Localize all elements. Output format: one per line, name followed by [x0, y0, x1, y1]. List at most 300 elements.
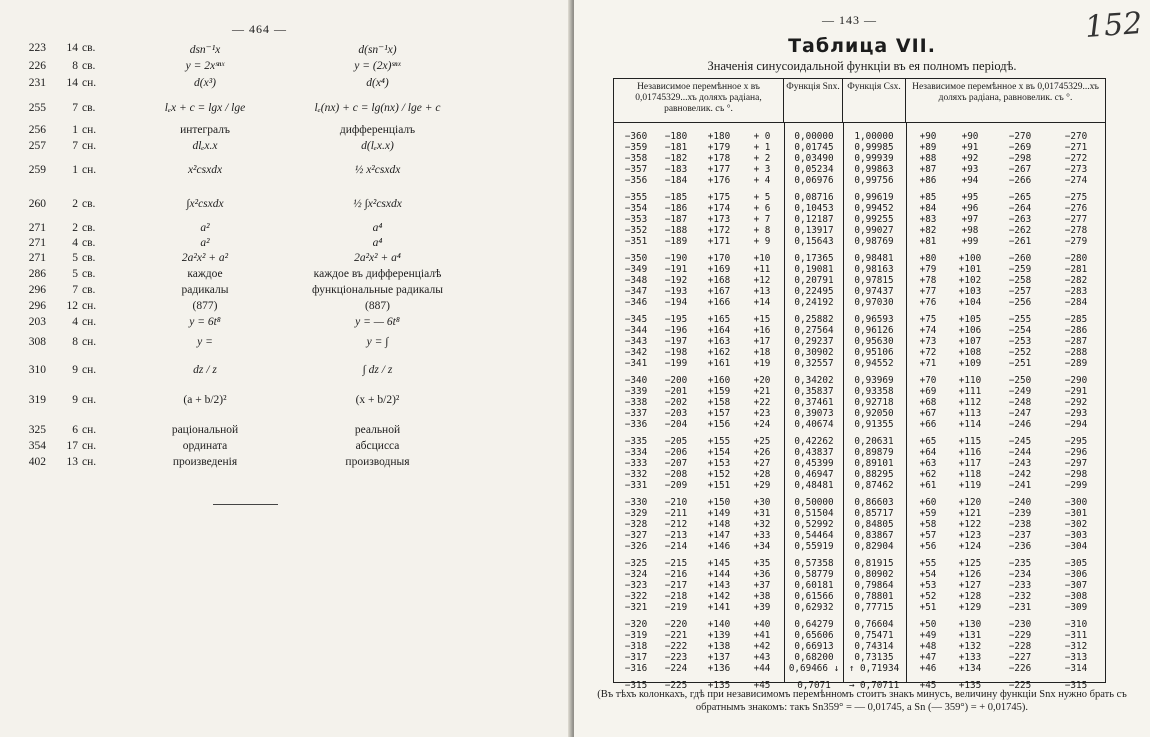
- cell-deg-b: −224: [664, 662, 688, 674]
- cell-deg-b: −203: [664, 407, 688, 419]
- cell-sn-value: 0,69466 ↓: [788, 662, 840, 674]
- cell-deg-b: −183: [664, 163, 688, 175]
- cell-deg-g: −239: [1008, 507, 1032, 519]
- cell-deg-a: −344: [624, 324, 648, 336]
- cell-deg-e: +66: [919, 418, 937, 430]
- cell-deg-h: −271: [1064, 141, 1088, 153]
- cell-deg-e: +84: [919, 202, 937, 214]
- errata-row: [0, 60, 574, 76]
- table-row: [614, 580, 1105, 591]
- errata-wrong: dsn⁻¹x: [189, 44, 221, 56]
- errata-right: d(sn⁻¹x): [358, 44, 397, 56]
- cell-deg-b: −208: [664, 468, 688, 480]
- cell-deg-d: +30: [753, 497, 771, 508]
- cell-deg-f: +111: [958, 385, 982, 397]
- cell-deg-h: −270: [1064, 131, 1088, 142]
- table-row: [614, 286, 1105, 297]
- cell-deg-a: −315: [624, 680, 648, 691]
- cell-deg-h: −280: [1064, 253, 1088, 264]
- cell-cs-value: 0,80902: [854, 568, 894, 580]
- errata-line: 7: [72, 284, 78, 296]
- cell-deg-h: −288: [1064, 346, 1088, 358]
- cell-deg-a: −339: [624, 385, 648, 397]
- cell-deg-h: −303: [1064, 529, 1088, 541]
- cell-deg-a: −345: [624, 314, 648, 325]
- errata-line: 7: [72, 140, 78, 152]
- errata-row: [0, 284, 574, 300]
- cell-deg-e: +46: [919, 662, 937, 674]
- cell-cs-value: 0,98481: [854, 253, 894, 264]
- cell-deg-a: −356: [624, 174, 648, 186]
- cell-deg-f: +120: [958, 497, 982, 508]
- cell-sn-value: 0,15643: [794, 235, 834, 247]
- cell-deg-h: −309: [1064, 601, 1088, 613]
- cell-deg-g: −241: [1008, 479, 1032, 491]
- cell-deg-d: +19: [753, 357, 771, 369]
- cell-deg-d: +34: [753, 540, 771, 552]
- cell-deg-d: +17: [753, 335, 771, 347]
- cell-deg-f: +130: [958, 619, 982, 630]
- errata-line: 4: [72, 237, 78, 249]
- cell-deg-c: +152: [707, 468, 731, 480]
- cell-deg-c: +148: [707, 518, 731, 530]
- cell-deg-a: −343: [624, 335, 648, 347]
- errata-line: 5: [72, 252, 78, 264]
- cell-deg-h: −278: [1064, 224, 1088, 236]
- cell-deg-f: +132: [958, 640, 982, 652]
- cell-deg-c: +138: [707, 640, 731, 652]
- errata-line: 17: [66, 440, 78, 452]
- cell-deg-b: −221: [664, 629, 688, 641]
- cell-deg-b: −220: [664, 619, 688, 630]
- cell-deg-h: −293: [1064, 407, 1088, 419]
- table-row: [614, 397, 1105, 408]
- cell-cs-value: 0,87462: [854, 479, 894, 491]
- errata-right: d(lₑx.x): [361, 140, 394, 152]
- cell-deg-b: −202: [664, 396, 688, 408]
- errata-row: [0, 268, 574, 284]
- cell-deg-b: −223: [664, 651, 688, 663]
- cell-deg-f: +92: [961, 152, 979, 164]
- errata-row: [0, 198, 574, 214]
- errata-row: [0, 424, 574, 440]
- cell-deg-h: −281: [1064, 263, 1088, 275]
- cell-deg-c: +170: [707, 253, 731, 264]
- errata-page: 296: [28, 284, 46, 296]
- cell-deg-b: −214: [664, 540, 688, 552]
- cell-deg-a: −352: [624, 224, 648, 236]
- cell-deg-c: +167: [707, 285, 731, 297]
- cell-sn-value: 0,03490: [794, 152, 834, 164]
- errata-wrong: d(x³): [194, 77, 216, 89]
- cell-deg-d: +23: [753, 407, 771, 419]
- cell-sn-value: 0,19081: [794, 263, 834, 275]
- errata-line: 1: [72, 164, 78, 176]
- cell-deg-c: +156: [707, 418, 731, 430]
- errata-right: ½ ∫x²csxdx: [353, 198, 402, 210]
- table-row: [614, 530, 1105, 541]
- cell-deg-a: −323: [624, 579, 648, 591]
- cell-deg-g: −247: [1008, 407, 1032, 419]
- cell-cs-value: 0,91355: [854, 418, 894, 430]
- cell-deg-h: −292: [1064, 396, 1088, 408]
- cell-deg-e: +86: [919, 174, 937, 186]
- cell-deg-e: +50: [919, 619, 937, 630]
- cell-deg-a: −331: [624, 479, 648, 491]
- table-row: [614, 469, 1105, 480]
- cell-deg-f: +117: [958, 457, 982, 469]
- errata-page: 271: [28, 222, 46, 234]
- cell-deg-g: −235: [1008, 558, 1032, 569]
- cell-deg-a: −319: [624, 629, 648, 641]
- cell-cs-value: 0,83867: [854, 529, 894, 541]
- errata-line: 12: [66, 300, 78, 312]
- errata-right: (887): [365, 300, 390, 312]
- cell-deg-d: +40: [753, 619, 771, 630]
- cell-deg-g: −256: [1008, 296, 1032, 308]
- cell-sn-value: 0,46947: [794, 468, 834, 480]
- cell-deg-h: −300: [1064, 497, 1088, 508]
- cell-deg-a: −316: [624, 662, 648, 674]
- cell-deg-c: +178: [707, 152, 731, 164]
- cell-cs-value: 0,98163: [854, 263, 894, 275]
- cell-deg-c: +154: [707, 446, 731, 458]
- cell-deg-a: −338: [624, 396, 648, 408]
- cell-deg-a: −337: [624, 407, 648, 419]
- cell-deg-f: +103: [958, 285, 982, 297]
- errata-kind: св.: [82, 252, 96, 264]
- cell-deg-h: −294: [1064, 418, 1088, 430]
- cell-deg-b: −191: [664, 263, 688, 275]
- errata-row: [0, 77, 574, 93]
- errata-wrong: радикалы: [181, 284, 229, 296]
- cell-sn-value: 0,12187: [794, 213, 834, 225]
- cell-deg-g: −232: [1008, 590, 1032, 602]
- cell-cs-value: 0,89101: [854, 457, 894, 469]
- table-footnote: (Въ тѣхъ колонкахъ, гдѣ при независимомъ перемѣнномъ стоитъ знакъ минусъ, величину функціи Snx нужно брать съ обратнымъ знакомъ: такъ Sn359° = — 0,01745, а Sn (— 359°) = + 0,01745).: [597, 689, 1127, 713]
- cell-deg-e: +82: [919, 224, 937, 236]
- cell-deg-b: −225: [664, 680, 688, 691]
- cell-deg-h: −272: [1064, 152, 1088, 164]
- errata-wrong: x²csxdx: [187, 164, 223, 176]
- cell-deg-f: +116: [958, 446, 982, 458]
- cell-deg-d: +32: [753, 518, 771, 530]
- cell-deg-d: +33: [753, 529, 771, 541]
- errata-right: абсцисса: [355, 440, 400, 452]
- cell-deg-f: +119: [958, 479, 982, 491]
- cell-deg-f: +108: [958, 346, 982, 358]
- cell-deg-h: −289: [1064, 357, 1088, 369]
- cell-deg-d: + 3: [753, 163, 771, 175]
- cell-sn-value: 0,22495: [794, 285, 834, 297]
- cell-deg-h: −312: [1064, 640, 1088, 652]
- errata-row: [0, 124, 574, 140]
- errata-line: 2: [72, 198, 78, 210]
- cell-deg-f: +115: [958, 436, 982, 447]
- cell-cs-value: 0,98769: [854, 235, 894, 247]
- cell-deg-a: −355: [624, 192, 648, 203]
- cell-cs-value: 0,97815: [854, 274, 894, 286]
- table-row: [614, 192, 1105, 203]
- cell-deg-b: −196: [664, 324, 688, 336]
- cell-deg-b: −200: [664, 375, 688, 386]
- cell-cs-value: 0,99027: [854, 224, 894, 236]
- cell-sn-value: 0,62932: [794, 601, 834, 613]
- handwritten-page-number: 152: [1083, 6, 1144, 45]
- errata-line: 6: [72, 424, 78, 436]
- cell-deg-b: −218: [664, 590, 688, 602]
- cell-deg-c: +176: [707, 174, 731, 186]
- left-page: [0, 0, 574, 737]
- cell-deg-b: −184: [664, 174, 688, 186]
- errata-wrong: произведенія: [172, 456, 238, 468]
- table-row: [614, 175, 1105, 186]
- table-row: [614, 480, 1105, 491]
- cell-deg-h: −287: [1064, 335, 1088, 347]
- cell-deg-e: +51: [919, 601, 937, 613]
- table-row: [614, 314, 1105, 325]
- cell-deg-b: −207: [664, 457, 688, 469]
- cell-cs-value: 0,96126: [854, 324, 894, 336]
- errata-row: [0, 300, 574, 316]
- cell-deg-f: +135: [958, 680, 982, 691]
- cell-deg-b: −222: [664, 640, 688, 652]
- cell-deg-f: +105: [958, 314, 982, 325]
- table-row: [614, 336, 1105, 347]
- errata-wrong: каждое: [187, 268, 223, 280]
- errata-row: [0, 316, 574, 332]
- errata-row: [0, 440, 574, 456]
- cell-cs-value: 0,81915: [854, 558, 894, 569]
- cell-deg-d: +10: [753, 253, 771, 264]
- cell-deg-h: −302: [1064, 518, 1088, 530]
- cell-deg-d: +22: [753, 396, 771, 408]
- cell-deg-g: −238: [1008, 518, 1032, 530]
- cell-deg-a: −353: [624, 213, 648, 225]
- cell-sn-value: 0,58779: [794, 568, 834, 580]
- cell-deg-b: −197: [664, 335, 688, 347]
- cell-deg-d: + 6: [753, 202, 771, 214]
- cell-cs-value: 0,84805: [854, 518, 894, 530]
- cell-deg-d: +37: [753, 579, 771, 591]
- table-row: [614, 419, 1105, 430]
- cell-deg-a: −318: [624, 640, 648, 652]
- errata-kind: сн.: [82, 164, 97, 176]
- errata-right: a⁴: [372, 222, 383, 234]
- errata-page: 226: [28, 60, 46, 72]
- cell-deg-g: −254: [1008, 324, 1032, 336]
- errata-page: 310: [28, 364, 46, 376]
- cell-sn-value: 0,10453: [794, 202, 834, 214]
- errata-kind: сн.: [82, 336, 97, 348]
- cell-deg-d: +36: [753, 568, 771, 580]
- errata-kind: св.: [82, 284, 96, 296]
- errata-line: 14: [66, 77, 78, 89]
- cell-deg-d: +44: [753, 662, 771, 674]
- cell-deg-f: +104: [958, 296, 982, 308]
- errata-wrong: y =: [197, 336, 213, 348]
- cell-deg-h: −290: [1064, 375, 1088, 386]
- cell-deg-c: +164: [707, 324, 731, 336]
- cell-deg-f: +112: [958, 396, 982, 408]
- errata-row: [0, 222, 574, 238]
- cell-deg-f: +134: [958, 662, 982, 674]
- right-page: [574, 0, 1150, 737]
- cell-deg-e: +61: [919, 479, 937, 491]
- errata-row: [0, 394, 574, 410]
- cell-deg-d: +25: [753, 436, 771, 447]
- table-row: [614, 375, 1105, 386]
- cell-deg-e: +72: [919, 346, 937, 358]
- cell-deg-h: −304: [1064, 540, 1088, 552]
- cell-deg-g: −228: [1008, 640, 1032, 652]
- errata-row: [0, 237, 574, 253]
- cell-deg-d: +38: [753, 590, 771, 602]
- cell-sn-value: 0,61566: [794, 590, 834, 602]
- cell-cs-value: 0,99863: [854, 163, 894, 175]
- cell-deg-f: +96: [961, 202, 979, 214]
- cell-deg-d: + 9: [753, 235, 771, 247]
- cell-sn-value: 0,08716: [794, 192, 834, 203]
- cell-deg-d: +27: [753, 457, 771, 469]
- cell-deg-a: −326: [624, 540, 648, 552]
- cell-deg-e: +64: [919, 446, 937, 458]
- cell-deg-f: +118: [958, 468, 982, 480]
- errata-kind: св.: [82, 42, 96, 54]
- cell-deg-c: +144: [707, 568, 731, 580]
- cell-deg-e: +79: [919, 263, 937, 275]
- cell-sn-value: 0,68200: [794, 651, 834, 663]
- errata-wrong: a²: [200, 222, 210, 234]
- cell-cs-value: 0,97437: [854, 285, 894, 297]
- cell-cs-value: 0,92050: [854, 407, 894, 419]
- cell-deg-h: −307: [1064, 579, 1088, 591]
- cell-deg-e: +68: [919, 396, 937, 408]
- cell-deg-f: +131: [958, 629, 982, 641]
- cell-deg-f: +121: [958, 507, 982, 519]
- cell-deg-c: +143: [707, 579, 731, 591]
- cell-deg-c: +150: [707, 497, 731, 508]
- cell-deg-a: −347: [624, 285, 648, 297]
- cell-cs-value: 0,73135: [854, 651, 894, 663]
- cell-sn-value: 0,50000: [794, 497, 834, 508]
- cell-deg-g: −250: [1008, 375, 1032, 386]
- cell-deg-b: −187: [664, 213, 688, 225]
- cell-deg-c: +141: [707, 601, 731, 613]
- cell-deg-a: −341: [624, 357, 648, 369]
- cell-deg-f: +93: [961, 163, 979, 175]
- cell-deg-d: +24: [753, 418, 771, 430]
- cell-deg-c: +175: [707, 192, 731, 203]
- cell-deg-b: −213: [664, 529, 688, 541]
- table-subtitle: Значенія синусоидальной функціи въ ея полномъ періодѣ.: [707, 59, 1017, 73]
- cell-deg-h: −283: [1064, 285, 1088, 297]
- errata-row: [0, 102, 574, 118]
- cell-sn-value: 0,7071: [797, 680, 831, 691]
- table-row: [614, 225, 1105, 236]
- cell-deg-d: +14: [753, 296, 771, 308]
- errata-kind: сн.: [82, 300, 97, 312]
- errata-right: функціональные радикалы: [312, 284, 443, 296]
- cell-deg-a: −328: [624, 518, 648, 530]
- cell-deg-b: −216: [664, 568, 688, 580]
- cell-sn-value: 0,42262: [794, 436, 834, 447]
- cell-deg-g: −229: [1008, 629, 1032, 641]
- cell-deg-c: +140: [707, 619, 731, 630]
- cell-deg-a: −357: [624, 163, 648, 175]
- cell-deg-c: +157: [707, 407, 731, 419]
- cell-deg-h: −301: [1064, 507, 1088, 519]
- cell-deg-g: −267: [1008, 163, 1032, 175]
- cell-sn-value: 0,27564: [794, 324, 834, 336]
- errata-kind: св.: [82, 102, 96, 114]
- cell-deg-b: −186: [664, 202, 688, 214]
- cell-deg-f: +94: [961, 174, 979, 186]
- cell-deg-d: +43: [753, 651, 771, 663]
- cell-deg-d: + 2: [753, 152, 771, 164]
- cell-deg-c: +145: [707, 558, 731, 569]
- cell-deg-e: +85: [919, 192, 937, 203]
- cell-deg-h: −285: [1064, 314, 1088, 325]
- cell-deg-f: +98: [961, 224, 979, 236]
- errata-page: 257: [28, 140, 46, 152]
- cell-deg-h: −297: [1064, 457, 1088, 469]
- cell-deg-h: −311: [1064, 629, 1088, 641]
- cell-sn-value: 0,32557: [794, 357, 834, 369]
- cell-deg-f: +123: [958, 529, 982, 541]
- header-divider: [614, 122, 1105, 123]
- errata-wrong: y = 6t⁸: [189, 316, 221, 328]
- cell-cs-value: 0,93358: [854, 385, 894, 397]
- cell-sn-value: 0,43837: [794, 446, 834, 458]
- cell-sn-value: 0,52992: [794, 518, 834, 530]
- cell-sn-value: 0,39073: [794, 407, 834, 419]
- cell-sn-value: 0,64279: [794, 619, 834, 630]
- cell-deg-f: +106: [958, 324, 982, 336]
- cell-deg-e: +75: [919, 314, 937, 325]
- cell-deg-b: −192: [664, 274, 688, 286]
- cell-deg-c: +172: [707, 224, 731, 236]
- errata-line: 1: [72, 124, 78, 136]
- errata-line: 8: [72, 60, 78, 72]
- cell-deg-c: +177: [707, 163, 731, 175]
- cell-deg-d: +42: [753, 640, 771, 652]
- cell-deg-c: +137: [707, 651, 731, 663]
- cell-deg-d: + 7: [753, 213, 771, 225]
- errata-wrong: lₑx + c = lgx / lge: [164, 102, 246, 114]
- cell-deg-c: +180: [707, 131, 731, 142]
- cell-deg-f: +133: [958, 651, 982, 663]
- cell-deg-g: −245: [1008, 436, 1032, 447]
- header-function-cs: Функція Csx.: [843, 79, 906, 122]
- cell-deg-e: +71: [919, 357, 937, 369]
- cell-deg-g: −226: [1008, 662, 1032, 674]
- cell-deg-f: +113: [958, 407, 982, 419]
- table-row: [614, 214, 1105, 225]
- cell-deg-a: −348: [624, 274, 648, 286]
- cell-deg-g: −259: [1008, 263, 1032, 275]
- cell-deg-e: +63: [919, 457, 937, 469]
- cell-cs-value: 0,97030: [854, 296, 894, 308]
- errata-wrong: (a + b/2)²: [183, 394, 227, 406]
- header-independent-variable-right: Независимое перемѣнное x въ 0,01745329...хъ доляхъ радіана, равновелик. съ °.: [912, 82, 1099, 103]
- errata-right: y = (2x)ˢⁿˣ: [354, 60, 401, 72]
- errata-page: 402: [28, 456, 46, 468]
- cell-deg-a: −327: [624, 529, 648, 541]
- cell-cs-value: 0,96593: [854, 314, 894, 325]
- errata-kind: сн.: [82, 424, 97, 436]
- cell-deg-c: +169: [707, 263, 731, 275]
